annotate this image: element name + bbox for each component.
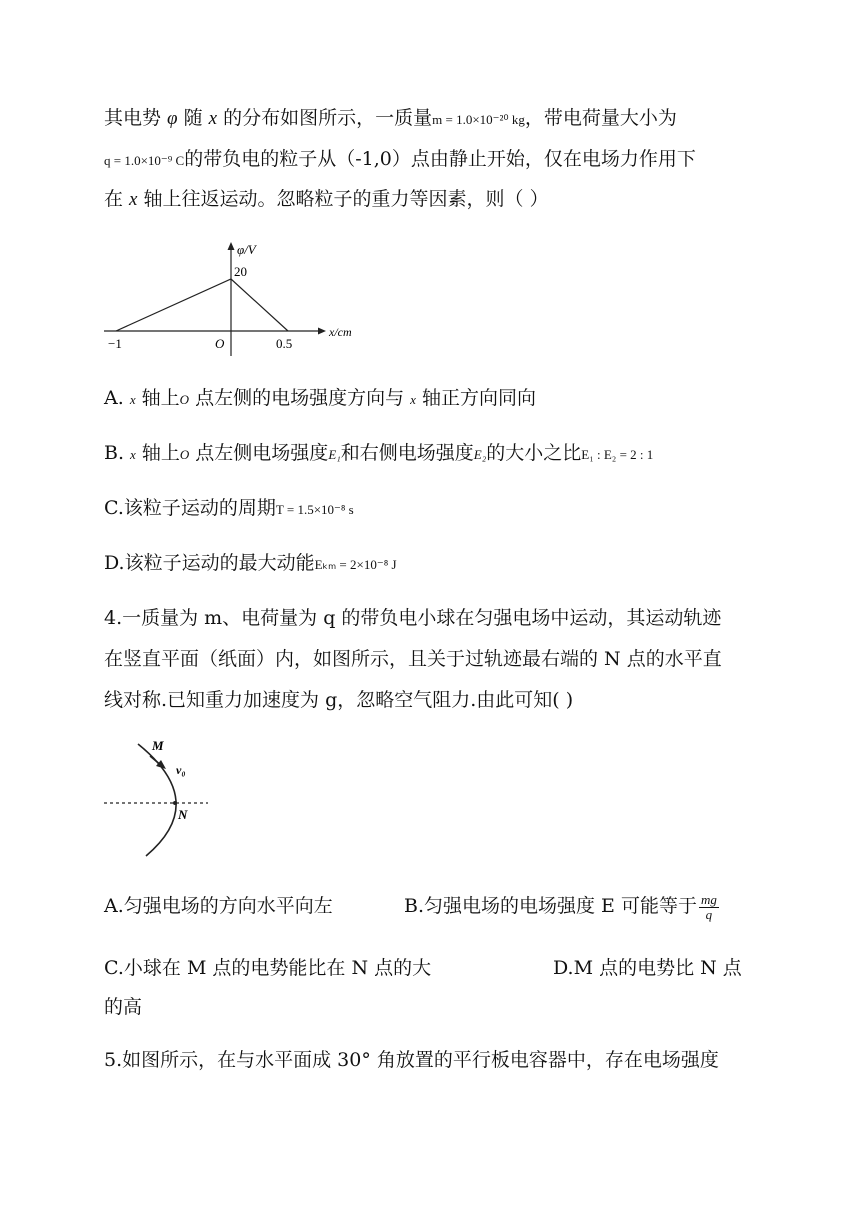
q4-line-3: 线对称.已知重力加速度为 g，忽略空气阻力.由此可知( ) xyxy=(104,689,574,711)
q3-l1-text-a: 其电势 xyxy=(104,107,168,129)
q3-l1-text-c: 的分布如图所示，一质量 xyxy=(217,107,433,129)
q3-option-b xyxy=(104,439,653,469)
fraction-denominator: q xyxy=(705,906,713,922)
q4-line-1: 4.一质量为 m、电荷量为 q 的带负电小球在匀强电场中运动，其运动轨迹 xyxy=(104,607,722,629)
option-b-prefix: B. xyxy=(104,442,131,464)
charge-value: q = 1.0×10⁻⁹ C xyxy=(104,153,185,168)
option-a-text-d: 轴正方向同向 xyxy=(415,387,536,409)
symbol-phi: φ xyxy=(167,108,178,129)
trajectory-figure xyxy=(100,736,220,864)
q3-l2-text: 的带负电的粒子从（-1,0）点由静止开始，仅在电场力作用下 xyxy=(184,148,696,170)
q3-line-2 xyxy=(104,145,696,175)
option-c-text: C.该粒子运动的周期 xyxy=(104,497,276,519)
x-right-tick-label: 0.5 xyxy=(276,336,293,351)
q4-option-c: C.小球在 M 点的电势能比在 N 点的大 xyxy=(104,957,432,979)
q4-option-a: A.匀强电场的方向水平向左 xyxy=(104,895,333,917)
fraction-mg-over-q xyxy=(699,893,719,922)
symbol-x: x xyxy=(129,392,136,407)
option-a-prefix: A. xyxy=(104,387,130,409)
q3-option-d xyxy=(104,549,397,579)
trajectory-curve xyxy=(138,744,176,856)
x-axis-label: x/cm xyxy=(329,325,352,339)
q3-line-1 xyxy=(104,104,677,134)
symbol-o: O xyxy=(179,447,190,462)
peak-label: 20 xyxy=(234,264,247,279)
symbol-e2: E₂ xyxy=(473,447,487,462)
option-b-text-d: 和右侧电场强度 xyxy=(340,442,474,464)
q3-option-a xyxy=(104,384,536,414)
label-n: N xyxy=(178,807,188,822)
symbol-x: x xyxy=(130,447,136,462)
x-axis-arrow-icon xyxy=(318,328,326,335)
option-b-text: B.匀强电场的电场强度 E 可能等于 xyxy=(404,895,697,917)
label-v0: v₀ xyxy=(176,763,186,777)
fraction-numerator: mg xyxy=(700,891,717,907)
q5-line-1: 5.如图所示，在与水平面成 30° 角放置的平行板电容器中，存在电场强度 xyxy=(104,1049,719,1071)
symbol-e1: E₁ xyxy=(328,447,341,462)
period-value: T = 1.5×10⁻⁸ s xyxy=(275,502,354,517)
symbol-o: O xyxy=(179,392,190,407)
q4-option-d-continued: 的高 xyxy=(104,996,143,1018)
option-a-text-c: 点左侧的电场强度方向与 xyxy=(189,387,411,409)
q3-l1-text-d: ，带电荷量大小为 xyxy=(524,107,677,129)
q4-option-b xyxy=(404,892,719,922)
point-n xyxy=(173,801,177,805)
symbol-x: x xyxy=(410,392,416,407)
max-kinetic-energy-value: Eₖₘ = 2×10⁻⁸ J xyxy=(314,557,397,572)
q3-l1-text-b: 随 xyxy=(177,107,209,129)
q3-line-3 xyxy=(104,185,549,214)
field-ratio: E₁ : E₂ = 2 : 1 xyxy=(581,447,654,462)
option-b-text-c: 点左侧电场强度 xyxy=(189,442,329,464)
q3-option-c xyxy=(104,494,354,524)
q4-option-d: D.M 点的电势比 N 点 xyxy=(553,957,742,979)
mass-value: m = 1.0×10⁻²⁰ kg xyxy=(432,112,525,127)
y-axis-label: φ/V xyxy=(237,242,256,257)
origin-label: O xyxy=(215,336,225,351)
y-axis-arrow-icon xyxy=(228,242,235,250)
option-b-text-b: 轴上 xyxy=(135,442,180,464)
x-left-tick-label: −1 xyxy=(108,336,122,351)
q3-l3-text-b: 轴上往返运动。忽略粒子的重力等因素，则（ ） xyxy=(137,188,549,210)
potential-curve xyxy=(116,279,288,331)
symbol-x: x xyxy=(129,189,138,210)
option-b-text-e: 的大小之比 xyxy=(486,442,582,464)
option-a-text-b: 轴上 xyxy=(135,387,180,409)
q4-line-2: 在竖直平面（纸面）内，如图所示，且关于过轨迹最右端的 N 点的水平直 xyxy=(104,648,722,670)
q3-l3-text-a: 在 xyxy=(104,188,130,210)
potential-graph-figure xyxy=(100,236,360,364)
label-m: M xyxy=(152,738,164,753)
symbol-x: x xyxy=(208,108,218,129)
option-d-text: D.该粒子运动的最大动能 xyxy=(104,552,315,574)
